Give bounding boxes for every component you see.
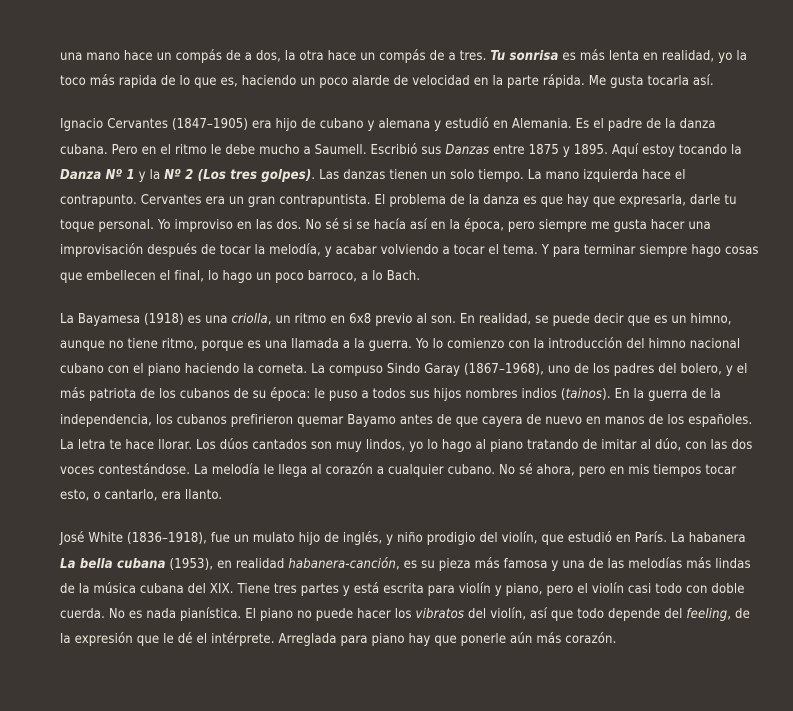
text-segment: una mano hace un compás de a dos, la otra hace un compás de a tres. (60, 49, 491, 64)
paragraph-cervantes (60, 112, 760, 288)
text-segment: es más lenta en realidad, yo la toco más rapida de lo que es, haciendo un poco alarde de velocidad en la parte rápida. Me gusta tocarla así. (60, 49, 748, 90)
text-segment: , de la expresión que le dé el intérprete. Arreglada para piano hay que ponerle aún más corazón. (60, 607, 750, 648)
term-tainos: tainos (565, 387, 603, 403)
liner-notes-text (60, 44, 760, 670)
text-segment: La Bayamesa (1918) es una (60, 311, 232, 327)
text-segment: . Las danzas tienen un solo tiempo. La mano izquierda hace el contrapunto. Cervantes era un gran contrapuntista. El problema de la danza es que hay que expresarla, darle tu toque personal. Yo improviso en las dos. No sé si se hacía así en la época, pero siempre me gusta hacer una improvisación después de tocar la melodía, y acabar volviendo a tocar el tema. Y para terminar siempre hago cosas que embellecen el final, lo hago un poco barroco, a lo Bach. (60, 167, 759, 284)
paragraph-bayamesa (60, 307, 760, 509)
text-segment: ). En la guerra de la independencia, los cubanos prefirieron quemar Bayamo antes de que cayera de nuevo en manos de los españoles. La letra te hace llorar. Los dúos cantados son muy lindos, yo lo hago al piano tratando de imitar al dúo, con las dos voces contestándose. La melodía le llega al corazón a cualquier cubano. No sé ahora, pero en mis tiempos tocar esto, o cantarlo, era llanto. (60, 387, 753, 504)
term-feeling: feeling (686, 607, 728, 623)
text-segment: y la (134, 167, 165, 183)
text-segment: (1953), en realidad (165, 556, 289, 572)
title-danzas: Danzas (445, 142, 490, 158)
term-habanera-cancion: habanera-canción (288, 556, 396, 572)
term-vibratos: vibratos (415, 607, 465, 623)
text-segment: , un ritmo en 6x8 previo al son. En realidad, se puede decir que es un himno, aunque no tiene ritmo, porque es una llamada a la guerra. Yo lo comienzo con la introducción del himno nacional cubano con el piano haciendo la corneta. La compuso Sindo Garay (1867–1968), uno de los padres del bolero, y el más patriota de los cubanos de su época: le puso a todos sus hijos nombres indios ( (60, 311, 748, 403)
text-segment: del violín, así que todo depende del (464, 607, 687, 623)
title-danza-1: Danza Nº 1 (60, 167, 135, 183)
title-tu-sonrisa: Tu sonrisa (490, 49, 559, 64)
title-la-bella-cubana: La bella cubana (60, 556, 166, 572)
text-segment: José White (1836–1918), fue un mulato hijo de inglés, y niño prodigio del violín, que estudió en París. La habanera (60, 531, 746, 547)
text-segment: Ignacio Cervantes (1847–1905) era hijo de cubano y alemana y estudió en Alemania. Es el padre de la danza cubana. Pero en el ritmo le debe mucho a Saumell. Escribió sus (60, 117, 716, 158)
term-criolla: criolla (231, 311, 268, 327)
text-segment: entre 1875 y 1895. Aquí estoy tocando la (489, 142, 742, 158)
title-danza-2: Nº 2 (Los tres golpes) (164, 167, 312, 183)
paragraph-tu-sonrisa (60, 44, 760, 94)
paragraph-jose-white (60, 526, 760, 652)
text-segment: , es su pieza más famosa y una de las melodías más lindas de la música cubana del XIX. Tiene tres partes y está escrita para violín y piano, pero el violín casi todo con doble cuerda. No es nada pianística. El piano no puede hacer los (60, 556, 751, 623)
